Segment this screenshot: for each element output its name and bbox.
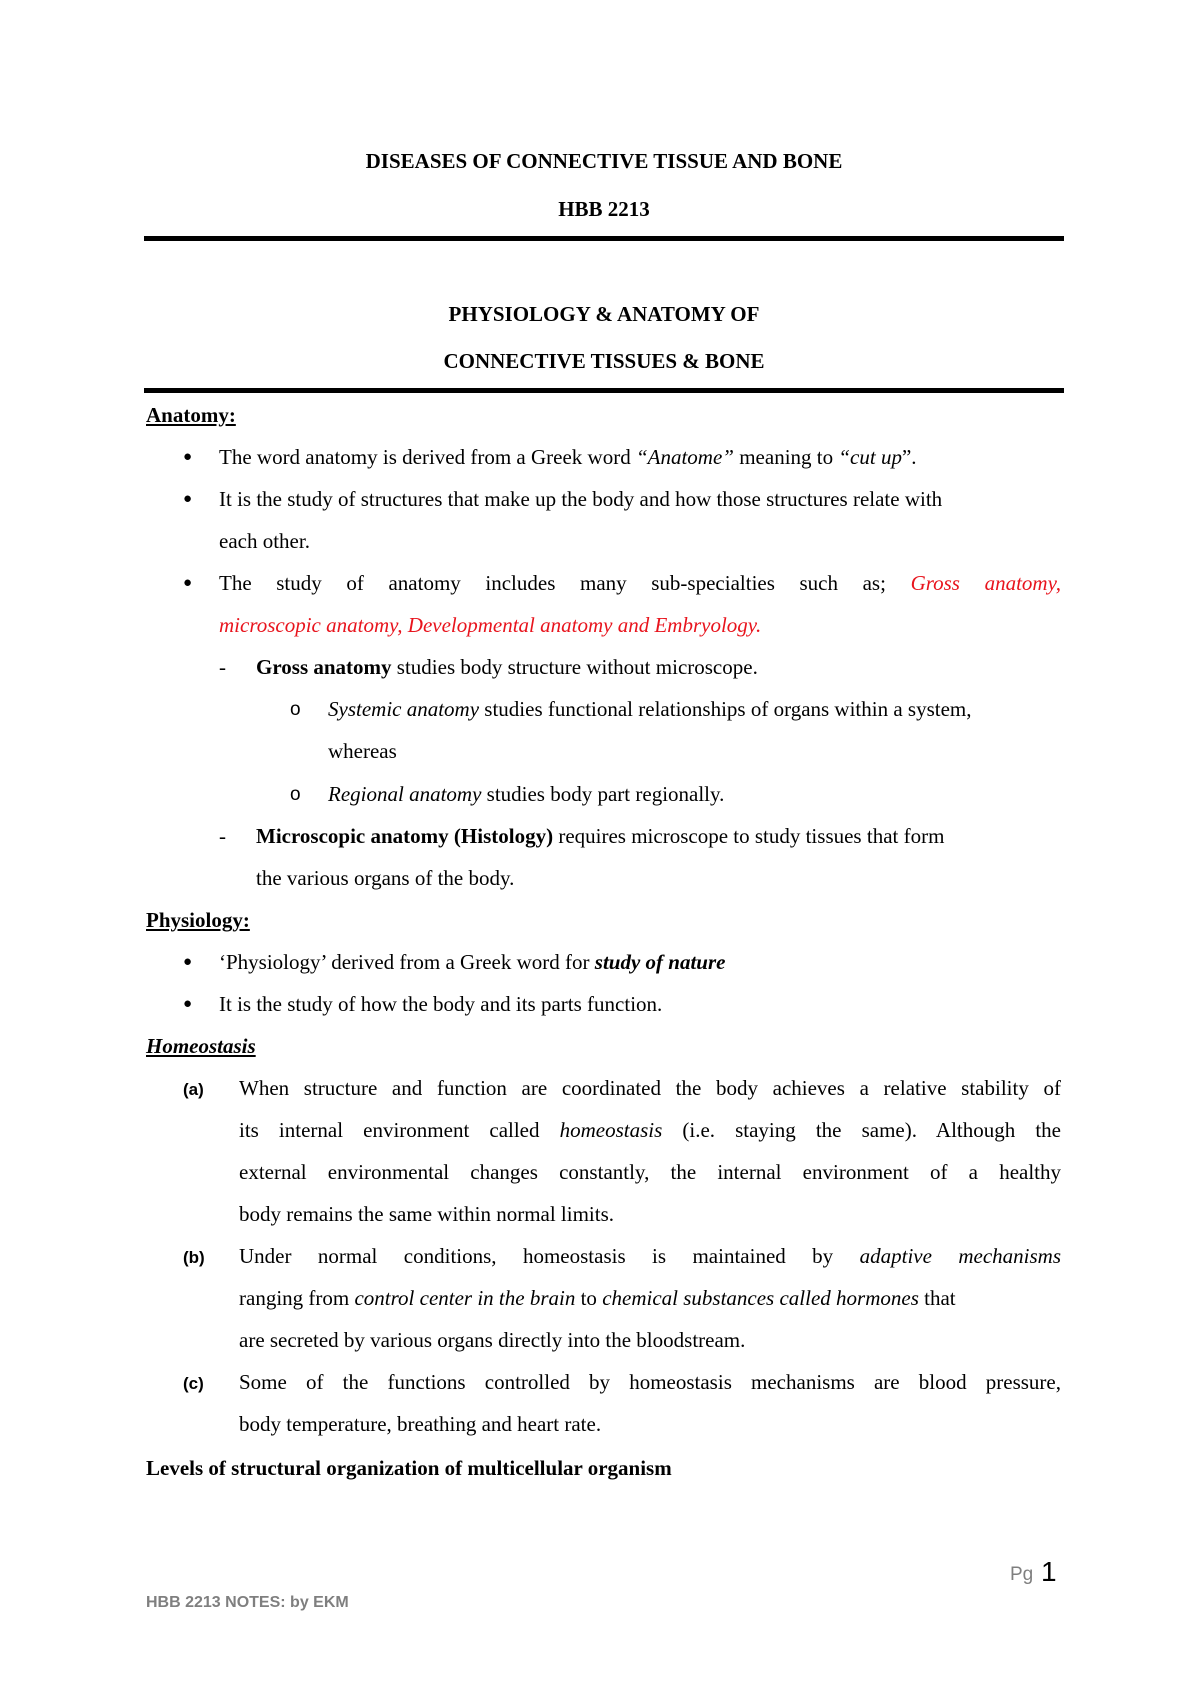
item-marker-b: (b): [183, 1248, 205, 1267]
course-code: HBB 2213: [558, 197, 650, 221]
section-title-line2: CONNECTIVE TISSUES & BONE: [443, 349, 765, 373]
bullet-icon: ●: [183, 575, 193, 591]
divider-rule: [144, 236, 1064, 241]
sub-bullet-o-icon: o: [290, 784, 301, 805]
homeostasis-b-line2: ranging from control center in the brain to chemical substances called hormones that: [239, 1286, 956, 1310]
anatomy-bullet-2-line2: each other.: [219, 529, 310, 553]
homeostasis-c-line2: body temperature, breathing and heart rate.: [239, 1412, 602, 1436]
bullet-icon: ●: [183, 491, 193, 507]
gross-anatomy-line: Gross anatomy studies body structure without microscope.: [256, 655, 758, 679]
levels-heading: Levels of structural organization of multicellular organism: [146, 1456, 672, 1480]
divider-rule: [144, 388, 1064, 393]
systemic-anatomy-line1: Systemic anatomy studies functional relationships of organs within a system,: [328, 697, 972, 721]
homeostasis-b-line1: Under normal conditions, homeostasis is maintained by adaptive mechanisms: [239, 1244, 1061, 1268]
section-title-line1: PHYSIOLOGY & ANATOMY OF: [448, 302, 760, 326]
microscopic-anatomy-line2: the various organs of the body.: [256, 866, 515, 890]
anatomy-heading: Anatomy:: [146, 403, 236, 427]
anatomy-bullet-3-line2: microscopic anatomy, Developmental anatomy and Embryology.: [219, 613, 762, 637]
physiology-bullet-2: It is the study of how the body and its parts function.: [219, 992, 663, 1016]
homeostasis-heading: Homeostasis: [146, 1034, 256, 1058]
bullet-icon: ●: [183, 954, 193, 970]
bullet-icon: ●: [183, 449, 193, 465]
sub-bullet-o-icon: o: [290, 699, 301, 720]
page-number-prefix: Pg: [1010, 1564, 1034, 1585]
homeostasis-a-line2: its internal environment called homeostasis (i.e. staying the same). Although the: [239, 1118, 1061, 1142]
homeostasis-b-line3: are secreted by various organs directly into the bloodstream.: [239, 1328, 746, 1352]
microscopic-anatomy-line1: Microscopic anatomy (Histology) requires microscope to study tissues that form: [256, 824, 945, 848]
anatomy-bullet-1: The word anatomy is derived from a Greek word “Anatome” meaning to “cut up”.: [219, 445, 917, 469]
regional-anatomy-line: Regional anatomy studies body part regionally.: [328, 782, 725, 806]
anatomy-bullet-2-line1: It is the study of structures that make up the body and how those structures relate with: [219, 487, 943, 511]
dash-marker: -: [219, 655, 226, 679]
anatomy-bullet-3-line1: The study of anatomy includes many sub-specialties such as; Gross anatomy,: [219, 571, 1061, 595]
physiology-bullet-1: ‘Physiology’ derived from a Greek word for study of nature: [219, 950, 726, 974]
homeostasis-a-line4: body remains the same within normal limits.: [239, 1202, 615, 1226]
document-title: DISEASES OF CONNECTIVE TISSUE AND BONE: [365, 149, 843, 173]
dash-marker: -: [219, 824, 226, 848]
homeostasis-c-line1: Some of the functions controlled by homeostasis mechanisms are blood pressure,: [239, 1370, 1061, 1394]
systemic-anatomy-line2: whereas: [328, 739, 397, 763]
item-marker-c: (c): [183, 1374, 204, 1393]
page-number: 1: [1041, 1556, 1057, 1587]
bullet-icon: ●: [183, 996, 193, 1012]
physiology-heading: Physiology:: [146, 908, 250, 932]
item-marker-a: (a): [183, 1080, 204, 1099]
homeostasis-a-line1: When structure and function are coordinated the body achieves a relative stability of: [239, 1076, 1061, 1100]
footer-notes: HBB 2213 NOTES: by EKM: [146, 1594, 349, 1611]
homeostasis-a-line3: external environmental changes constantly, the internal environment of a healthy: [239, 1160, 1061, 1184]
